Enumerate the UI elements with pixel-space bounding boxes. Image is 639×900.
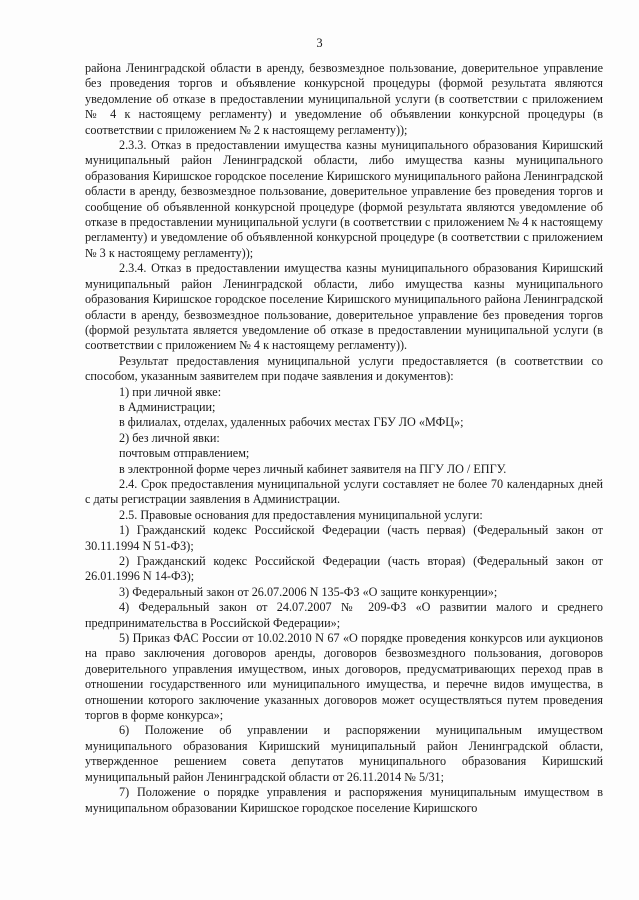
paragraph: 2.3.4. Отказ в предоставлении имущества казны муниципального образования Киришский муниципальный район Ленинградской области, либо имущества казны муниципального образования Киришское городское поселение Киришского муниципального района Ленинградской области в аренду, безвозмездное пользование, доверительное управление без проведения торгов (формой результата является уведомление об отказе в предоставлении муниципальной услуги (в соответствии с приложением № 4 к настоящему регламенту)). xyxy=(85,261,603,353)
paragraph: 2.4. Срок предоставления муниципальной услуги составляет не более 70 календарных дней с даты регистрации заявления в Администрации. xyxy=(85,476,603,507)
paragraph: района Ленинградской области в аренду, безвозмездное пользование, доверительное управление без проведения торгов и объявление конкурсной процедуры (формой результата являются уведомление об отказе в предоставлении муниципальной услуги (в соответствии с приложением № 4 к настоящему регламенту) и уведомление об объявлении конкурсной процедуры (в соответствии с приложением № 2 к настоящему регламенту)); xyxy=(85,61,603,137)
page-number: 3 xyxy=(316,36,323,50)
list-item: в электронной форме через личный кабинет заявителя на ПГУ ЛО / ЕПГУ. xyxy=(119,461,507,476)
paragraph: 1) Гражданский кодекс Российской Федерации (часть первая) (Федеральный закон от 30.11.1994 N 51-ФЗ); xyxy=(85,523,603,553)
list-item: в филиалах, отделах, удаленных рабочих местах ГБУ ЛО «МФЦ»; xyxy=(119,415,464,430)
list-item: 1) при личной явке: xyxy=(119,384,222,399)
list-item: в Администрации; xyxy=(119,399,216,414)
paragraph: 4) Федеральный закон от 24.07.2007 № 209-ФЗ «О развитии малого и среднего предпринимательства в Российской Федерации»; xyxy=(85,600,603,630)
paragraph: 3) Федеральный закон от 26.07.2006 N 135-ФЗ «О защите конкуренции»; xyxy=(119,584,498,599)
paragraph: 6) Положение об управлении и распоряжении муниципальным имуществом муниципального образования Киришский муниципальный район Ленинградской области, утвержденное решением совета депутатов муниципального образования Киришский муниципальный район Ленинградской области от 26.11.2014 № 5/31; xyxy=(85,723,603,784)
paragraph: 2) Гражданский кодекс Российской Федерации (часть вторая) (Федеральный закон от 26.01.1996 N 14-ФЗ); xyxy=(85,554,603,584)
paragraph: 2.3.3. Отказ в предоставлении имущества казны муниципального образования Киришский муниципальный район Ленинградской области, либо имущества казны муниципального образования Киришское городское поселение Киришского муниципального района Ленинградской области в аренду, безвозмездное пользование, доверительное управление без проведения торгов и сообщение об объявленной конкурсной процедуре (формой результата являются уведомление об отказе в предоставлении муниципальной услуги (в соответствии с приложением № 4 к настоящему регламенту) и уведомление об объявленной конкурсной процедуре (в соответствии с приложением № 3 к настоящему регламенту)); xyxy=(85,138,603,260)
paragraph: 7) Положение о порядке управления и распоряжения муниципальным имуществом в муниципальном образовании Киришское городское поселение Киришского xyxy=(85,785,603,815)
list-item: почтовым отправлением; xyxy=(119,446,250,461)
list-item: 2) без личной явки: xyxy=(119,430,220,445)
document-body xyxy=(85,61,603,816)
paragraph: 2.5. Правовые основания для предоставления муниципальной услуги: xyxy=(119,507,483,522)
paragraph: 5) Приказ ФАС России от 10.02.2010 N 67 «О порядке проведения конкурсов или аукционов на право заключения договоров аренды, договоров безвозмездного пользования, договоров доверительного управления имуществом, иных договоров, предусматривающих переход прав в отношении государственного или муниципального имущества, и перечне видов имущества, в отношении которого заключение указанных договоров может осуществляться путем проведения торгов в форме конкурса»; xyxy=(85,631,603,723)
paragraph: Результат предоставления муниципальной услуги предоставляется (в соответствии со способом, указанным заявителем при подаче заявления и документов): xyxy=(85,353,603,384)
